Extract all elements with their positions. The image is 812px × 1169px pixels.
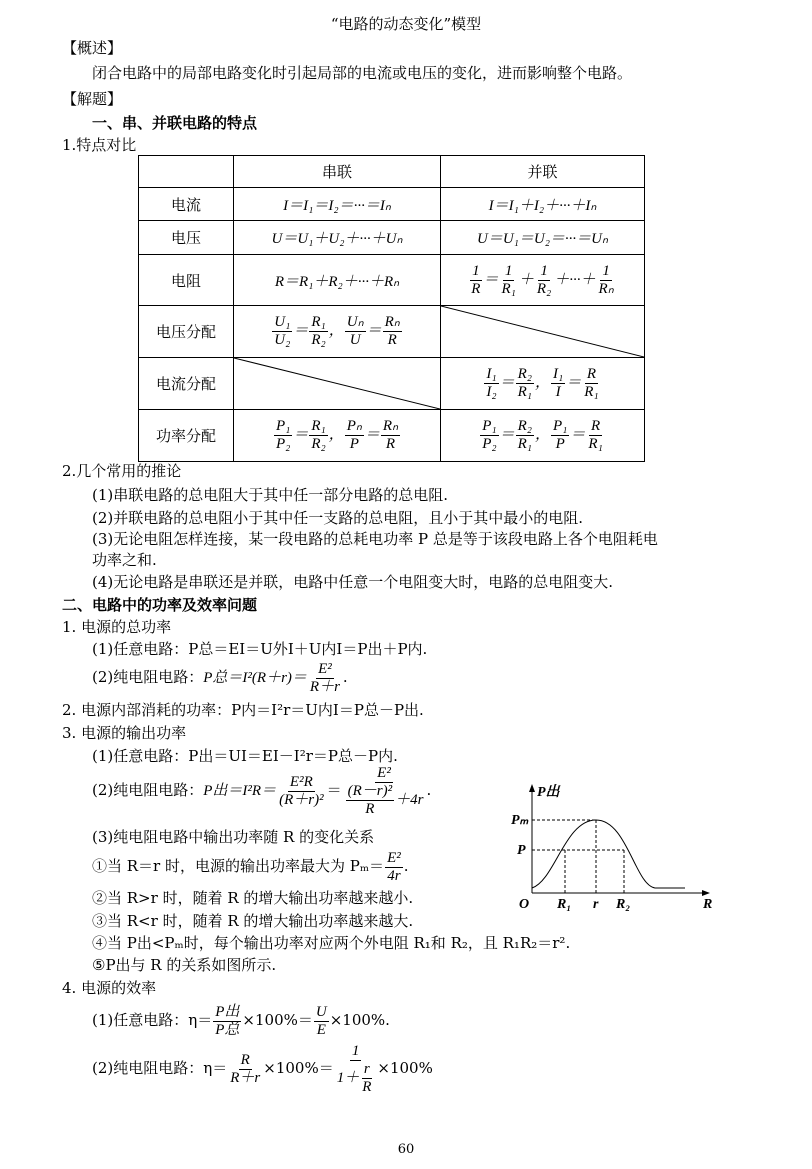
formula-part: 1＋ $\frac{r}{R}$ (336, 1060, 372, 1095)
formula-part: 4r (387, 867, 401, 884)
formula-part: R (365, 800, 375, 817)
parallel-resistance (441, 255, 645, 306)
formula-part: (R＋r)² (279, 791, 324, 808)
formula-part: (R－r)² (347, 782, 393, 799)
formula-part: ， (534, 374, 550, 391)
formula-part (480, 418, 498, 453)
formula-part: U (349, 332, 361, 348)
formula-part (309, 314, 327, 349)
output-power-item-1: ①当 R＝r 时，电源的输出功率最大为 Pₘ＝ $\frac{\text{E²}}{4r}$ . (92, 849, 409, 884)
r-label: r (593, 897, 599, 912)
formula-part (535, 263, 553, 298)
inference-item: (4)无论电路是串联还是并联，电路中任意一个电阻变大时，电路的总电阻变大. (92, 573, 614, 591)
output-power-pure: (2)纯电阻电路：P出＝I²R＝ $\frac{\text{E²R}}{\text{(R＋r)²}}$ ＝ E² $\frac{\text{(R－r)²}}{R}$ ＋4r . (92, 764, 432, 817)
formula-part: R＋r (309, 678, 340, 695)
formula-part (345, 418, 364, 453)
formula-part: ＝ (570, 426, 586, 443)
formula-part: R (586, 366, 597, 382)
formula-part: R (240, 1051, 250, 1068)
formula-part: ＋ (518, 271, 534, 288)
efficiency-any: (1)任意电路：η＝ $\frac{\text{P出}}{\text{P总}}$ ×100%＝ $\frac{U}{E}$ ×100%. (92, 1003, 390, 1038)
formula-part: P₁ (553, 418, 568, 434)
formula-part: I₁ (553, 366, 564, 382)
formula-part: R₂ (311, 436, 326, 452)
output-power-relation: (3)纯电阻电路中输出功率随 R 的变化关系 (92, 828, 375, 846)
inference-item: (2)并联电路的总电阻小于其中任一支路的总电阻，且小于其中最小的电阻. (92, 509, 584, 527)
formula-part (274, 418, 292, 453)
formula-part: P总 (215, 1021, 240, 1038)
formula-part: P (555, 436, 565, 452)
formula-part: r (363, 1060, 370, 1077)
efficiency-heading: 4. 电源的效率 (62, 979, 157, 997)
output-power-item-5: ⑤P出与 R 的关系如图所示. (92, 956, 277, 974)
series-power-distribution (234, 410, 441, 462)
inference-item-continued: 功率之和. (92, 551, 157, 569)
row-label: 电压 (139, 221, 234, 255)
output-power-heading: 3. 电源的输出功率 (62, 724, 187, 742)
formula-part: 1 (504, 262, 513, 279)
header-empty (139, 156, 234, 188)
series-resistance: R＝R₁＋R₂＋···＋Rₙ (234, 255, 441, 306)
pm-label: Pₘ (511, 813, 529, 828)
row-label: 电流分配 (139, 358, 234, 410)
efficiency-pure: (2)纯电阻电路：η＝ $\frac{R}{R+r}$ ×100%＝ 1 1＋ $\frac{r}{R}$ ×100% (92, 1042, 433, 1095)
total-power-heading: 1. 电源的总功率 (62, 618, 172, 636)
formula-part: R₂ (517, 366, 532, 382)
formula-part: P₂ (275, 436, 291, 452)
formula-part: ＋···＋ (554, 271, 596, 288)
solution-heading: 【解题】 (62, 90, 123, 108)
formula-part: ＝ (364, 426, 380, 443)
internal-power: 2. 电源内部消耗的功率：P内＝I²r＝U内I＝P总－P出. (62, 701, 424, 719)
y-axis-arrow-icon (529, 784, 535, 792)
formula-part: I₂ (486, 384, 497, 400)
inference-item: (1)串联电路的总电阻大于其中任一部分电路的总电阻. (92, 486, 449, 504)
parallel-power-distribution (441, 410, 645, 462)
comparison-table (138, 155, 645, 462)
formula-part: P出 (215, 1003, 240, 1020)
formula-part: 1 (472, 262, 480, 279)
formula-part: ＝ (483, 271, 499, 288)
formula-part: U₂ (274, 332, 291, 348)
formula-part: R₁ (517, 384, 532, 400)
series-voltage: U＝U₁＋U₂＋···＋Uₙ (234, 221, 441, 255)
formula-part (499, 263, 517, 298)
formula-part (551, 418, 569, 453)
formula-part (551, 366, 565, 401)
formula-part: ＝ (293, 426, 309, 443)
comparison-label: 1.特点对比 (62, 136, 137, 154)
formula-part: ， (328, 322, 344, 339)
formula-part (345, 314, 366, 349)
formula-part: 1 (351, 1042, 360, 1059)
formula-part: ， (534, 426, 550, 443)
formula-part: P₂ (482, 436, 497, 452)
y-axis-label: P出 (537, 785, 560, 800)
parallel-voltage: U＝U₁＝U₂＝···＝Uₙ (441, 221, 645, 255)
formula-part (586, 418, 604, 453)
formula-part: R₂ (517, 418, 532, 434)
formula-part (516, 366, 534, 401)
r1-label: R₁ (557, 897, 572, 912)
formula-part: $\frac{\text{(R－r)²}}{R}$ ＋4r (347, 782, 424, 817)
header-parallel: 并联 (441, 156, 645, 188)
formula-part: E² (318, 660, 332, 677)
formula-part: R₂ (311, 332, 326, 348)
formula-part (309, 418, 327, 453)
formula-part: Pₙ (346, 418, 362, 434)
formula-part: ＝ (293, 322, 309, 339)
page-title: “电路的动态变化”模型 (330, 15, 482, 33)
formula-part: R (591, 418, 601, 434)
formula-part: 1 (540, 262, 548, 279)
formula-part: R₁ (311, 314, 326, 330)
output-power-item-4: ④当 P出<Pₘ时，每个输出功率对应两个外电阻 R₁和 R₂，且 R₁R₂＝r². (92, 934, 571, 952)
formula-part: I (555, 384, 561, 400)
series-voltage-distribution (234, 306, 441, 358)
formula-part: ＝ (499, 426, 515, 443)
formula-part (516, 418, 534, 453)
formula-part: R₂ (536, 280, 552, 297)
formula-part: R₁ (311, 418, 326, 434)
formula-part: P (349, 436, 359, 452)
formula-part: ＝ (499, 374, 515, 391)
overview-heading: 【概述】 (62, 39, 123, 57)
formula-part: 1 (602, 262, 610, 279)
output-power-item-2: ②当 R>r 时，随着 R 的增大输出功率越来越小. (92, 889, 414, 907)
formula-part: Uₙ (346, 314, 364, 330)
formula-part: R (471, 280, 481, 297)
formula-part: R₁ (584, 384, 599, 400)
overview-text: 闭合电路中的局部电路变化时引起局部的电流或电压的变化，进而影响整个电路。 (92, 64, 633, 82)
output-power-any: (1)任意电路：P出＝UI＝EI－I²r＝P总－P内. (92, 747, 398, 765)
inference-item: (3)无论电阻怎样连接，某一段电路的总耗电功率 P 总是等于该段电路上各个电阻耗电 (92, 530, 658, 548)
total-power-pure: (2)纯电阻电路：P总＝I²(R＋r)＝ $\frac{\text{E²}}{R+r}$ . (92, 660, 348, 695)
section1-heading: 一、串、并联电路的特点 (92, 114, 258, 132)
formula-part: I₁ (486, 366, 497, 382)
origin-label: O (519, 897, 530, 912)
formula-part: R (362, 1078, 372, 1095)
formula-part: E²R (289, 773, 313, 790)
p-label: P (517, 843, 526, 858)
row-label: 电流 (139, 188, 234, 221)
inferences-heading: 2.几个常用的推论 (62, 462, 182, 480)
formula-part: ＝ (566, 374, 582, 391)
formula-part: U₁ (274, 314, 291, 330)
parallel-current: I＝I₁＋I₂＋···＋Iₙ (441, 188, 645, 221)
x-axis-arrow-icon (702, 890, 710, 896)
formula-part: Rₙ (382, 418, 399, 434)
formula-part: Rₙ (598, 280, 614, 297)
formula-part (383, 314, 402, 349)
formula-part (272, 314, 292, 349)
output-power-item-3: ③当 R<r 时，随着 R 的增大输出功率越来越大. (92, 912, 414, 930)
parallel-current-distribution (441, 358, 645, 410)
empty-diagonal-cell (234, 358, 441, 410)
formula-part: R₁ (588, 436, 603, 452)
formula-part: R₁ (517, 436, 532, 452)
formula-part (381, 418, 400, 453)
formula-part: E² (377, 764, 391, 781)
formula-part: E (316, 1021, 326, 1038)
section2-heading: 二、电路中的功率及效率问题 (62, 596, 258, 614)
row-label: 电阻 (139, 255, 234, 306)
header-series: 串联 (234, 156, 441, 188)
formula-part: ， (328, 426, 344, 443)
formula-part: P₁ (275, 418, 291, 434)
formula-part (484, 366, 498, 401)
formula-part: E² (387, 849, 401, 866)
formula-part: ＝ (366, 322, 382, 339)
formula-part: U (315, 1003, 327, 1020)
formula-part: R (387, 332, 397, 348)
formula-part: R (385, 436, 396, 452)
row-label: 电压分配 (139, 306, 234, 358)
formula-part (469, 263, 482, 298)
formula-part (597, 263, 616, 298)
row-label: 功率分配 (139, 410, 234, 462)
x-axis-label: R (703, 897, 713, 912)
formula-part: Rₙ (384, 314, 400, 330)
series-current: I＝I₁＝I₂＝···＝Iₙ (234, 188, 441, 221)
total-power-any: (1)任意电路：P总＝EI＝U外I＋U内I＝P出＋P内. (92, 640, 428, 658)
formula-part (582, 366, 600, 401)
formula-part: R₁ (501, 280, 516, 297)
empty-diagonal-cell (441, 306, 645, 358)
formula-part: R＋r (230, 1069, 261, 1086)
page-number: 60 (397, 1142, 415, 1157)
r2-label: R₂ (616, 897, 631, 912)
formula-part: P₁ (482, 418, 497, 434)
power-curve (532, 820, 685, 888)
output-power-graph (505, 780, 725, 915)
